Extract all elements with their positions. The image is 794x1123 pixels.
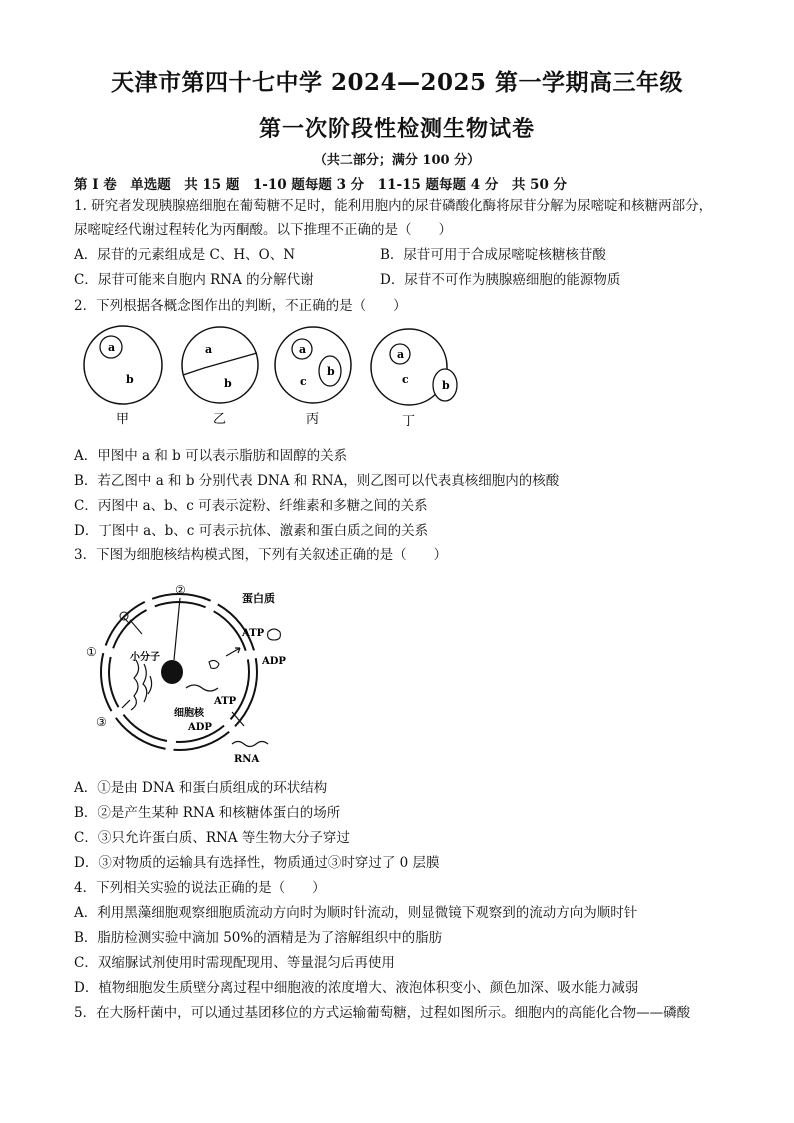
q3-stem: 3．下图为细胞核结构模式图，下列有关叙述正确的是（ ） <box>74 547 448 563</box>
jia-caption: 甲 <box>116 412 130 427</box>
pore-arrow-bottom-left <box>122 700 130 708</box>
yi-divider-line <box>183 353 257 375</box>
label-2: ② <box>175 583 186 597</box>
rna-strand-outside <box>232 742 268 747</box>
q1-option-d: D．尿苷不可作为胰腺癌细胞的能源物质 <box>380 272 621 288</box>
q3-option-a: A．①是由 DNA 和蛋白质组成的环状结构 <box>74 780 328 796</box>
jia-label-a: a <box>108 341 116 354</box>
yi-caption: 乙 <box>213 412 227 427</box>
bing-caption: 丙 <box>306 412 320 427</box>
q4-stem: 4．下列相关实验的说法正确的是（ ） <box>74 880 326 896</box>
q2-stem: 2．下列根据各概念图作出的判断，不正确的是（ ） <box>74 298 407 314</box>
label-1: ① <box>86 645 97 659</box>
yi-label-a: a <box>205 343 213 356</box>
q4-option-b: B．脂肪检测实验中滴加 50%的酒精是为了溶解组织中的脂肪 <box>74 930 443 946</box>
q3-option-d: D．③对物质的运输具有选择性，物质通过③时穿过了 0 层膜 <box>74 855 440 871</box>
q1-option-c: C．尿苷可能来自胞内 RNA 的分解代谢 <box>74 272 314 288</box>
chromatin <box>131 660 152 710</box>
label-small-molecule: 小分子 <box>130 652 160 663</box>
ding-caption: 丁 <box>402 414 416 429</box>
exam-title-line1: 天津市第四十七中学 2024—2025 第一学期高三年级 <box>110 69 684 96</box>
protein-outside <box>268 629 281 640</box>
diagram-bing <box>275 327 351 427</box>
section-heading: 第 I 卷 单选题 共 15 题 1-10 题每题 3 分 11-15 题每题 4 分 共 50 分 <box>74 177 568 193</box>
diagram-yi <box>182 327 258 427</box>
q2-option-c: C．丙图中 a、b、c 可表示淀粉、纤维素和多糖之间的关系 <box>74 498 428 514</box>
q2-option-b: B．若乙图中 a 和 b 分别代表 DNA 和 RNA，则乙图可以代表真核细胞内的核酸 <box>74 473 560 489</box>
diagram-ding <box>371 329 457 429</box>
label-protein: 蛋白质 <box>242 592 275 605</box>
rna-strand-inside <box>186 685 218 691</box>
jia-label-b: b <box>126 373 134 386</box>
ding-label-a: a <box>397 348 405 361</box>
yi-outer-circle <box>182 327 258 403</box>
q4-option-c: C．双缩脲试剂使用时需现配现用、等量混匀后再使用 <box>74 955 395 971</box>
label-rna: RNA <box>234 754 260 765</box>
protein-inside <box>209 660 219 668</box>
atp-arrow-right <box>226 648 240 656</box>
jia-outer-circle <box>84 326 162 404</box>
q4-option-d: D．植物细胞发生质壁分离过程中细胞液的浓度增大、液泡体积变小、颜色加深、吸水能力减弱 <box>74 980 639 996</box>
q2-option-d: D．丁图中 a、b、c 可表示抗体、激素和蛋白质之间的关系 <box>74 523 429 539</box>
q1-option-a: A．尿苷的元素组成是 C、H、O、N <box>74 247 296 263</box>
exam-subtitle: （共二部分；满分 100 分） <box>313 153 481 168</box>
label-adp-top: ADP <box>262 656 286 667</box>
q3-option-b: B．②是产生某种 RNA 和核糖体蛋白的场所 <box>74 805 341 821</box>
q1-stem-line1: 1. 研究者发现胰腺癌细胞在葡萄糖不足时，能利用胞内的尿苷磷酸化酶将尿苷分解为尿嘧啶和核糖两部分， <box>74 198 713 214</box>
q1-stem-line2: 尿嘧啶经代谢过程转化为丙酮酸。以下推理不正确的是（ ） <box>74 222 452 238</box>
bing-label-b: b <box>327 365 335 378</box>
label-nucleus: 细胞核 <box>174 708 204 719</box>
label-atp-bottom: ATP <box>214 696 237 707</box>
label-adp-bottom: ADP <box>188 722 212 733</box>
label-3: ③ <box>96 715 107 729</box>
q4-option-a: A．利用黑藻细胞观察细胞质流动方向时为顺时针流动，则显微镜下观察到的流动方向为顺时针 <box>74 905 638 921</box>
q2-option-a: A．甲图中 a 和 b 可以表示脂肪和固醇的关系 <box>74 448 348 464</box>
q1-option-b: B．尿苷可用于合成尿嘧啶核糖核苷酸 <box>380 247 606 263</box>
exam-title-line2: 第一次阶段性检测生物试卷 <box>258 116 535 142</box>
ding-label-b: b <box>442 379 450 392</box>
ding-label-c: c <box>402 373 409 386</box>
nucleolus <box>161 660 183 684</box>
bing-label-c: c <box>300 375 307 388</box>
bing-label-a: a <box>299 343 307 356</box>
pointer-line-2 <box>174 598 180 660</box>
q5-stem-line1: 5．在大肠杆菌中，可以通过基团移位的方式运输葡萄糖，过程如图所示。细胞内的高能化合物——磷酸 <box>74 1005 691 1021</box>
q3-nucleus-diagram <box>84 580 314 770</box>
yi-label-b: b <box>224 377 232 390</box>
diagram-jia <box>84 326 162 427</box>
q2-concept-diagrams <box>80 325 470 435</box>
q3-option-c: C．③只允许蛋白质、RNA 等生物大分子穿过 <box>74 830 350 846</box>
label-atp-top: ATP <box>242 628 265 639</box>
